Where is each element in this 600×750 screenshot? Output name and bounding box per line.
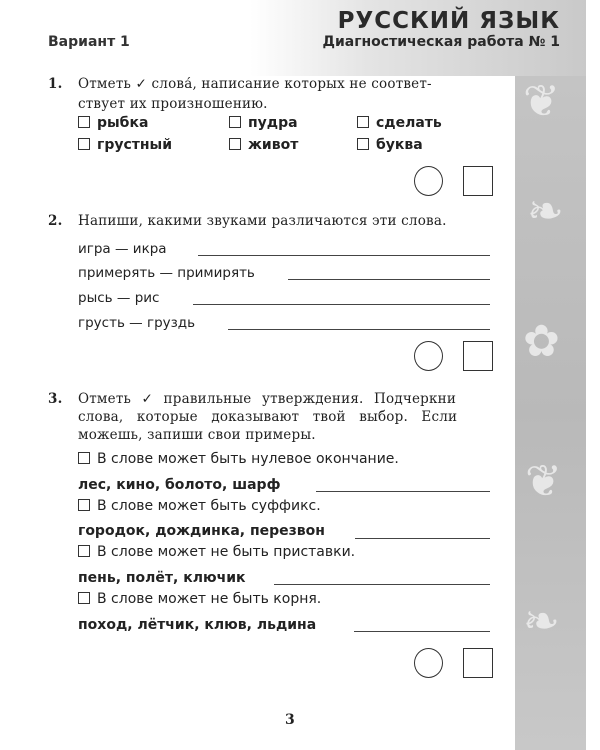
answer-line[interactable] [316, 491, 490, 492]
word-pair: примерять — примирять [78, 265, 255, 281]
statement-text: В слове может быть суффикс. [97, 498, 321, 514]
q3-text-line1: Отметь ✓ правильные утверждения. Подчеркни [78, 391, 457, 407]
q1-option[interactable] [78, 137, 172, 153]
checkbox[interactable] [229, 116, 241, 128]
q1-option[interactable] [229, 115, 298, 131]
q1-option[interactable] [357, 115, 442, 131]
example-words: лес, кино, болото, шарф [78, 477, 281, 493]
answer-line[interactable] [228, 329, 490, 330]
checkbox[interactable] [357, 138, 369, 150]
checkbox[interactable] [78, 452, 90, 464]
q3-text-line3: можешь, запиши свои примеры. [78, 427, 316, 443]
q1-option[interactable] [357, 137, 423, 153]
statement-text: В слове может не быть корня. [97, 591, 322, 607]
example-words: городок, дождинка, перезвон [78, 523, 325, 539]
option-label: буква [376, 137, 423, 153]
word-pair: игра — икра [78, 241, 167, 257]
checkbox[interactable] [78, 545, 90, 557]
checkbox[interactable] [78, 499, 90, 511]
score-circle [414, 648, 443, 678]
q1-option[interactable] [229, 137, 298, 153]
side-decor-band [515, 76, 586, 750]
option-label: рыбка [97, 115, 149, 131]
statement-text: В слове может не быть приставки. [97, 544, 356, 560]
leaf-icon: ✿ [523, 316, 560, 367]
statement[interactable] [78, 451, 399, 467]
leaf-icon: ❧ [527, 186, 564, 237]
leaf-icon: ❧ [523, 596, 560, 647]
answer-line[interactable] [274, 584, 490, 585]
checkbox[interactable] [78, 138, 90, 150]
score-circle [414, 341, 443, 371]
subject-title: РУССКИЙ ЯЗЫК [337, 8, 560, 34]
q1-text-line1: Отметь ✓ слова́, написание которых не соответ- [78, 76, 432, 92]
option-label: грустный [97, 137, 173, 153]
score-square [463, 341, 493, 371]
answer-line[interactable] [193, 304, 490, 305]
score-square [463, 648, 493, 678]
q2-number: 2. [48, 213, 63, 229]
option-label: живот [248, 137, 299, 153]
word-pair: грусть — груздь [78, 315, 196, 331]
page-number: 3 [285, 712, 295, 728]
example-words: пень, полёт, ключик [78, 570, 246, 586]
leaf-icon: ❦ [525, 456, 562, 507]
statement[interactable] [78, 544, 355, 560]
word-pair: рысь — рис [78, 290, 160, 306]
q1-text-line2: ствует их произношению. [78, 96, 268, 112]
work-title: Диагностическая работа № 1 [322, 34, 560, 50]
checkbox[interactable] [78, 116, 90, 128]
checkbox[interactable] [229, 138, 241, 150]
variant-label: Вариант 1 [48, 34, 130, 50]
q2-text: Напиши, какими звуками различаются эти слова. [78, 213, 447, 229]
q1-number: 1. [48, 76, 63, 92]
statement[interactable] [78, 498, 321, 514]
checkbox[interactable] [78, 592, 90, 604]
checkbox[interactable] [357, 116, 369, 128]
q3-text-line2: слова, которые доказывают твой выбор. Если [78, 409, 458, 425]
answer-line[interactable] [198, 255, 490, 256]
statement[interactable] [78, 591, 321, 607]
q1-option[interactable] [78, 115, 148, 131]
score-circle [414, 166, 443, 196]
q3-number: 3. [48, 391, 63, 407]
option-label: пудра [248, 115, 298, 131]
answer-line[interactable] [288, 279, 490, 280]
leaf-icon: ❦ [523, 76, 560, 127]
answer-line[interactable] [354, 631, 490, 632]
option-label: сделать [376, 115, 442, 131]
answer-line[interactable] [355, 538, 490, 539]
statement-text: В слове может быть нулевое окончание. [97, 451, 399, 467]
example-words: поход, лётчик, клюв, льдина [78, 617, 317, 633]
score-square [463, 166, 493, 196]
